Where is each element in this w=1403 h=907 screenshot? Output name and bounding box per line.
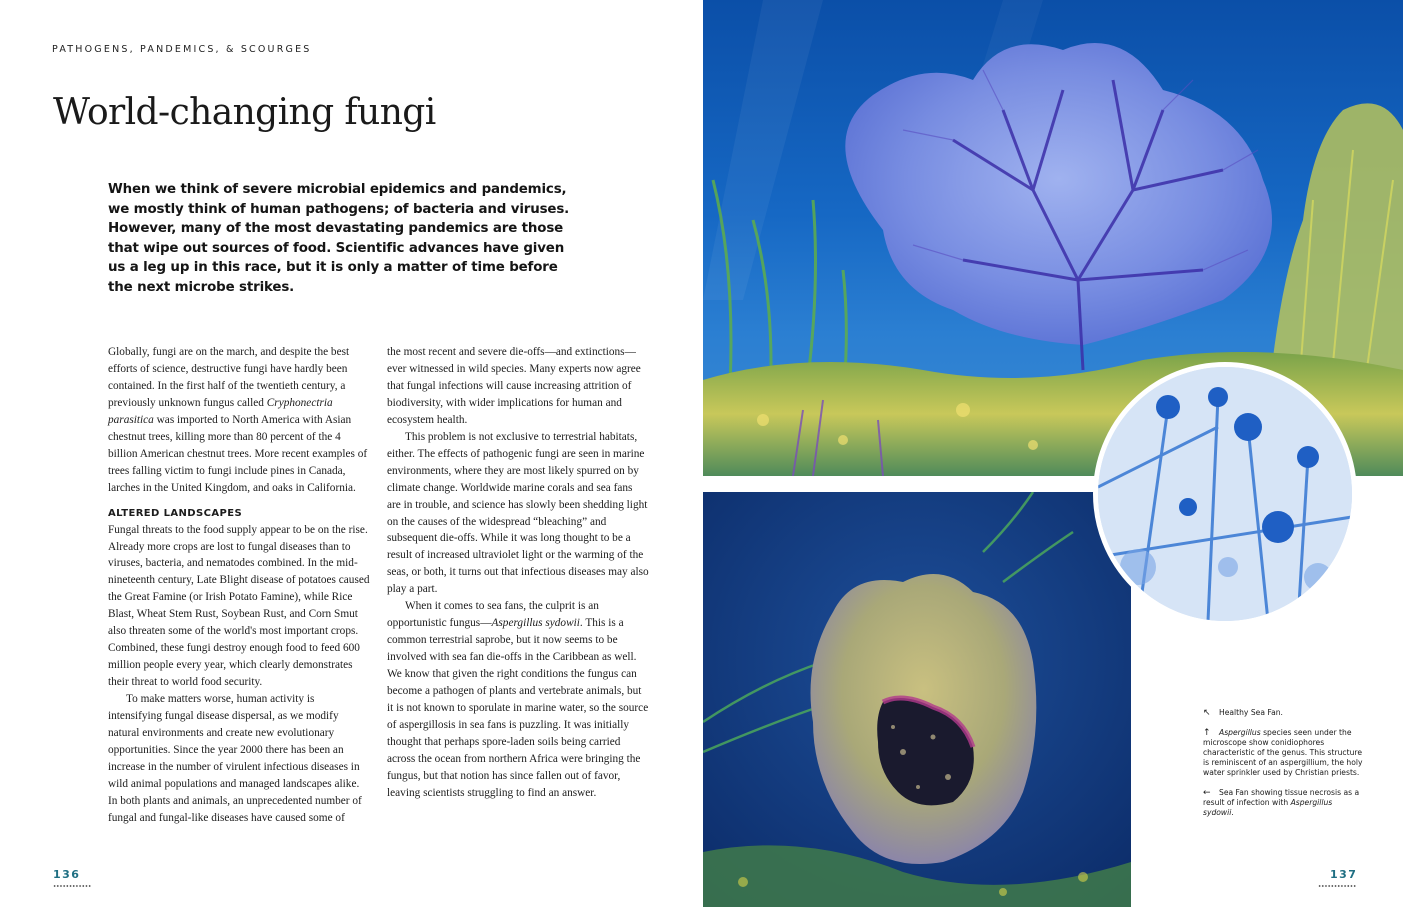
diseased-sea-fan-photo [703,492,1131,907]
body-paragraph: This problem is not exclusive to terrestrial habitats, either. The effects of pathogenic fungi are seen in marine environments, where they are most likely spurred on by climate change. Worldwide marine corals and sea fans are in trouble, and science has slowly been shedding light on the causes of the widespread “bleaching” and subsequent die-offs. While it was long thought to be a result of increased ultraviolet light or the warming of the seas, or both, it turns out that infectious diseases may also play a part. [387,430,649,596]
body-paragraph: When it comes to sea fans, the culprit is an opportunistic fungus—Aspergillus sydowii. This is a common terrestrial saprobe, but it now seems to be involved with sea fan die-offs in the Caribbean as well. We know that given the right conditions the fungus can become a pathogen of plants and vertebrate animals, but it is not known to sporulate in marine water, so the source of aspergillosis in sea fans is puzzling. It was initially thought that perhaps spore-laden soils being carried across the ocean from northern Africa were bringing the fungus, but that notion has since fallen out of favor, leaving scientists struggling to find an answer. [387,600,649,799]
caption-healthy-sea-fan: ↖ Healthy Sea Fan. [1203,708,1283,718]
section-subhead: ALTERED LANDSCAPES [108,507,243,519]
page-title: World-changing fungi [53,92,436,133]
caption-necrosis: ← Sea Fan showing tissue necrosis as a result of infection with Aspergillus sydowii. [1203,788,1360,817]
right-page [703,0,1403,907]
arrow-up-left-icon: ↖ [1203,708,1211,718]
folio-dots [1318,885,1356,887]
photo-captions [1203,708,1363,828]
body-paragraph: Fungal threats to the food supply appear to be on the rise. Already more crops are lost to fungal diseases than to viruses, bacteria, and nematodes combined. In the mid-nineteenth century, Late Blight disease of potatoes caused the Great Famine (or Irish Potato Famine), while Rice Blast, Wheat Stem Rust, Soybean Rust, and Corn Smut also threaten some of the world's most important crops. Combined, these fungi destroy enough food to feed 600 million people every year, which clearly demonstrates their threat to world food security. [108,523,370,689]
arrow-left-icon: ← [1203,788,1211,798]
lede-paragraph: When we think of severe microbial epidemics and pandemics, we mostly think of human pathogens; of bacteria and viruses. However, many of the most devastating pandemics are those that wipe out sources of food. Scientific advances have given us a leg up in this race, but it is only a matter of time before the next microbe strikes. [108,182,570,295]
page-number-right: 137 [1330,868,1358,881]
micrograph-graphic [1098,367,1352,621]
running-head: PATHOGENS, PANDEMICS, & SCOURGES [52,44,312,55]
species-name: Cryphonectria parasitica [108,396,333,426]
caption-aspergillus: ↑ Aspergillus species seen under the microscope show conidiophores characteristic of the genus. This structure is reminiscent of an aspergillium, the holy water sprinkler used by Christian priests. [1203,728,1363,777]
species-name: Aspergillus sydowii [491,617,580,630]
arrow-up-icon: ↑ [1203,728,1211,738]
body-paragraph: Globally, fungi are on the march, and despite the best efforts of science, destructive fungi have hardly been contained. In the first half of the twentieth century, a previously unknown fungus called Cryphonectria parasitica was imported to North America with Asian chestnut trees, killing more than 80 percent of the 4 billion American chestnut trees. More recent examples of trees falling victim to fungi include pines in Canada, larches in the United Kingdom, and oaks in California. [108,346,368,494]
text-column-2 [387,344,649,802]
page-number-left: 136 [53,868,81,881]
body-paragraph: To make matters worse, human activity is intensifying fungal disease dispersal, as we modify natural environments and create new evolutionary opportunities. Since the year 2000 there has been an increase in the number of virulent infectious diseases in wild animal populations and managed landscapes alike. In both plants and animals, an unprecedented number of fungal and fungal-like diseases have caused some of [108,693,362,824]
aspergillus-micrograph [1093,362,1357,626]
body-paragraph: the most recent and severe die-offs—and extinctions—ever witnessed in wild species. Many experts now agree that fungal infections will cause increasing attrition of biodiversity, with wider implications for human and ecosystem health. [387,346,641,426]
folio-dots [53,885,91,887]
text-column-1 [108,344,370,827]
